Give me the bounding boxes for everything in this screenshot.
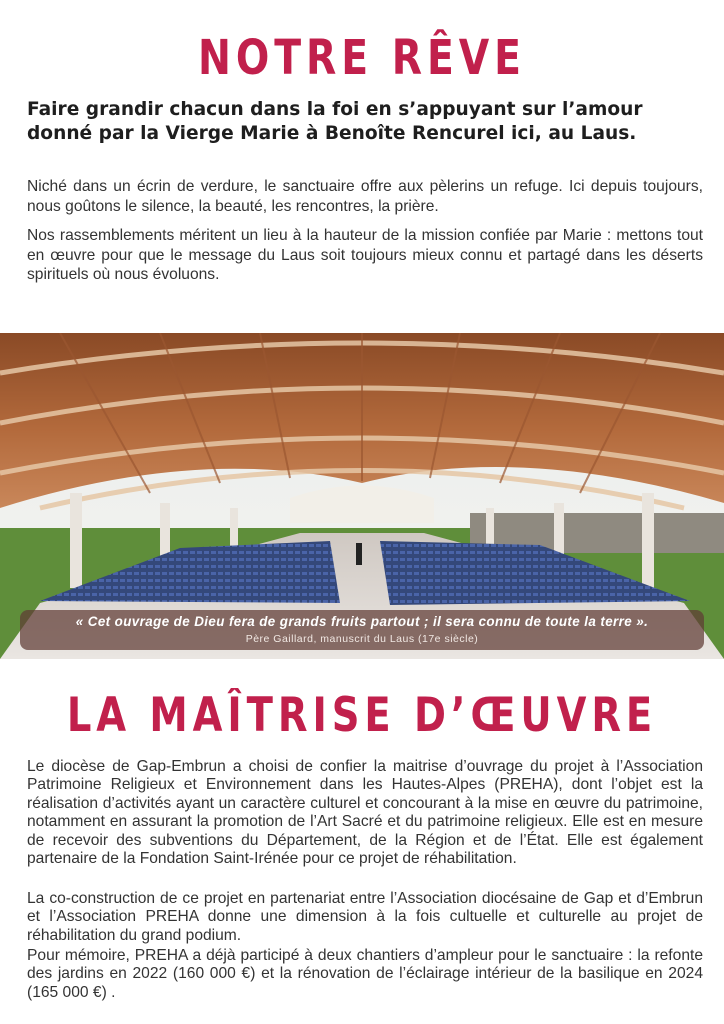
diocese-paragraph: Le diocèse de Gap-Embrun a choisi de confier la maitrise d’ouvrage du projet à l’Association Patrimoine Religieux et Environnement dans les Hautes-Alpes (PREHA), dont l’objet est la réalisation d’activités ayant un caractère culturel et concourant à la mise en œuvre du patrimoine, notamment en assurant la promotion de l’Art Sacré et du patrimoine religieux. Elle est en mesure de recevoir des subventions du Département, de la Région et de l’État. Elle est également partenaire de la Fondation Saint-Irénée pour ce projet de réhabilitation. bbox=[27, 758, 703, 868]
partnership-paragraph: La co-construction de ce projet en partenariat entre l’Association diocésaine de Gap et d’Embrun et l’Association PREHA donne une dimension à la fois cultuelle et culturelle au projet de réhabilitation du grand podium. bbox=[27, 890, 703, 944]
page-title-notre-reve: NOTRE RÊVE bbox=[198, 30, 526, 86]
quote-source: Père Gaillard, manuscrit du Laus (17e siècle) bbox=[245, 633, 479, 645]
quote-text: « Cet ouvrage de Dieu fera de grands fruits partout ; il sera connu de toute la terre ». bbox=[75, 614, 649, 629]
intro-paragraph: Niché dans un écrin de verdure, le sanctuaire offre aux pèlerins un refuge. Ici depuis toujours, nous goûtons le silence, la beauté, les rencontres, la prière. bbox=[27, 178, 703, 215]
quote-banner bbox=[20, 610, 704, 650]
lead-statement: Faire grandir chacun dans la foi en s’appuyant sur l’amour donné par la Vierge Marie à Benoîte Rencurel ici, au Laus. bbox=[27, 99, 643, 144]
podium-rendering-image bbox=[0, 333, 724, 659]
section-title-maitrise: LA MAÎTRISE D’ŒUVRE bbox=[66, 688, 658, 743]
memo-paragraph: Pour mémoire, PREHA a déjà participé à deux chantiers d’ampleur pour le sanctuaire : la refonte des jardins en 2022 (160 000 €) et la rénovation de l’éclairage intérieur de la basilique en 2024 (165 000 €) . bbox=[27, 947, 703, 1001]
mission-paragraph: Nos rassemblements méritent un lieu à la hauteur de la mission confiée par Marie : mettons tout en œuvre pour que le message du Laus soit toujours mieux connu et partagé dans les déserts spirituels où nous évoluons. bbox=[27, 227, 703, 283]
